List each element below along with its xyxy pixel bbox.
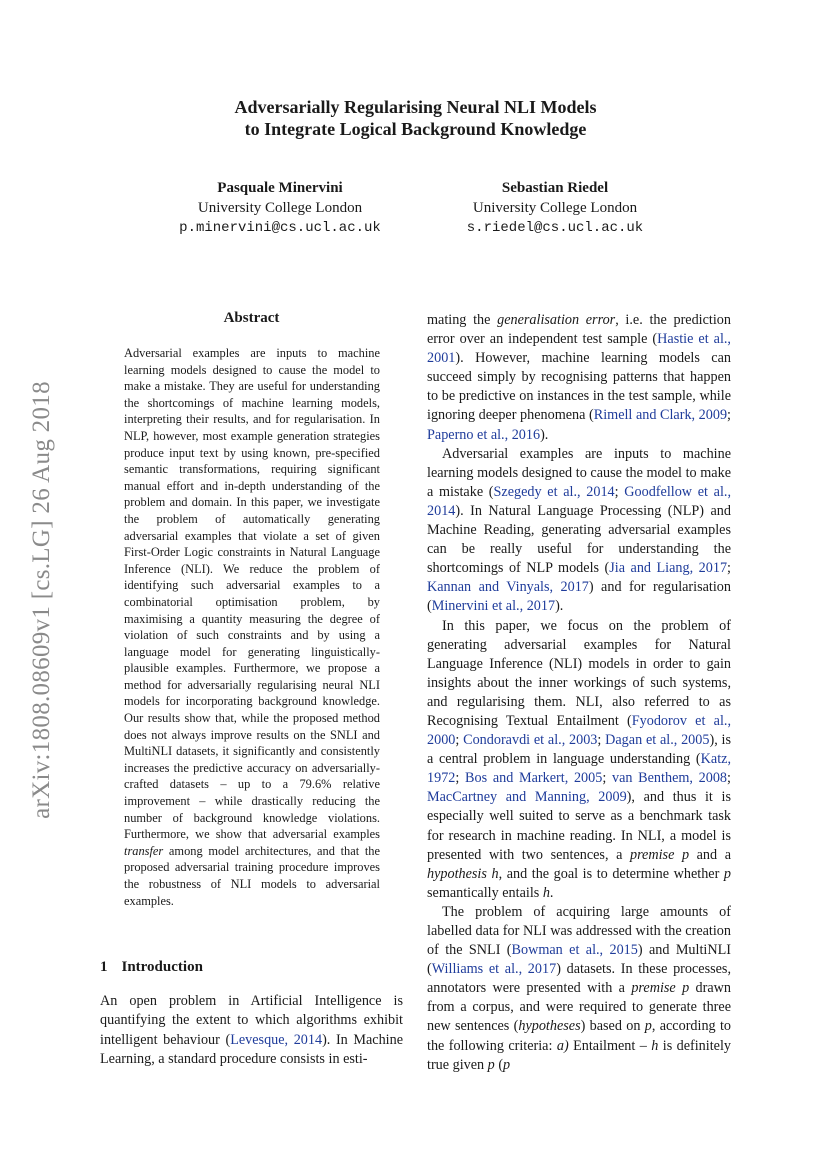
text: ; (614, 483, 625, 500)
arxiv-identifier (22, 340, 62, 860)
text: drawn from a corpus, and were required to generate three new sentences ( (427, 980, 731, 1035)
text: ; (602, 770, 612, 787)
text: ; (727, 560, 731, 577)
emphasis: hypotheses (518, 1018, 581, 1035)
intro-paragraph-4 (427, 903, 731, 1075)
intro-paragraph-3 (427, 617, 731, 903)
citation-link[interactable]: Szegedy et al., 2014 (493, 483, 615, 500)
citation-link[interactable]: Minervini et al., 2017 (431, 598, 556, 615)
arxiv-id-text: arXiv:1808.08609v1 [cs.LG] 26 Aug 2018 (28, 381, 55, 819)
intro-paragraph-1 (427, 311, 731, 445)
author-affiliation: University College London (197, 200, 363, 216)
text: Adversarial examples are inputs to machine learning models designed to cause the model to make a mistake ( (427, 445, 731, 500)
text: ), and thus it is especially well suited to serve as a benchmark task for research in machine reading. In NLI, a model is presented with two sentences, a (427, 789, 731, 863)
emphasis: hypothesis h (427, 865, 499, 882)
title-line-2: to Integrate Logical Background Knowledge (244, 119, 587, 139)
text: . (549, 884, 554, 901)
text: ). In Machine Learning, a standard procedure consists in esti- (100, 1031, 403, 1067)
text: ; (597, 732, 606, 749)
section-title: Introduction (121, 959, 203, 975)
right-column (427, 311, 731, 1075)
text: In this paper, we focus on the problem of generating adversarial examples for Natural Language Inference (NLI) models in order to gain insights about the inner workings of such systems, and regularising them. NLI, also referred to as Recognising Textual Entailment ( (427, 617, 731, 729)
emphasis: premise p (631, 980, 690, 997)
citation-link[interactable]: Kannan and Vinyals, 2017 (427, 579, 589, 596)
text: , i.e. the prediction error over an independent test sample ( (427, 312, 731, 348)
text: ) and for regularisation ( (427, 579, 731, 615)
citation-link[interactable]: Jia and Liang, 2017 (609, 560, 728, 577)
intro-paragraph-2 (427, 445, 731, 617)
text: mating the (427, 312, 498, 328)
author-block-2 (425, 178, 685, 238)
text: ) and MultiNLI ( (427, 942, 731, 978)
abstract-body (124, 345, 380, 909)
author-block-1 (150, 178, 410, 238)
citation-link[interactable]: van Benthem, 2008 (611, 770, 728, 787)
text: , according to the following criteria: (427, 1018, 731, 1054)
text: The problem of acquiring large amounts of labelled data for NLI was addressed with the creation of the SNLI ( (427, 903, 731, 959)
text: , and the goal is to determine whether (498, 865, 724, 882)
title-line-1: Adversarially Regularising Neural NLI Models (234, 97, 597, 117)
text: ). In Natural Language Processing (NLP) and Machine Reading, generating adversarial examples can be really useful for understanding the shortcomings of NLP models ( (427, 502, 731, 577)
text: ) datasets. In these processes, annotators were presented with a (427, 961, 731, 997)
paper-title (100, 96, 731, 140)
author-affiliation: University College London (472, 200, 638, 216)
citation-link[interactable]: Bos and Markert, 2005 (465, 770, 603, 787)
text: and a (689, 846, 731, 863)
text: An open problem in Artificial Intelligence is quantifying the extent to which algorithms exhibit intelligent behaviour ( (100, 993, 403, 1048)
author-name: Sebastian Riedel (501, 180, 609, 196)
section-heading-introduction (100, 959, 203, 976)
intro-paragraph-left (100, 992, 403, 1069)
emphasis: h (542, 884, 550, 901)
author-name: Pasquale Minervini (217, 180, 343, 196)
author-email: s.riedel@cs.ucl.ac.uk (466, 220, 644, 236)
text: ). (555, 598, 564, 615)
section-number: 1 (100, 959, 108, 975)
abstract-emphasis: transfer (124, 843, 164, 858)
abstract-text-end: among model architectures, and that the proposed adversarial training procedure improves the robustness of NLI models to adversarial examples. (124, 843, 380, 908)
citation-link[interactable]: Fyodorov et al., 2000 (427, 712, 731, 749)
citation-link[interactable]: Katz, 1972 (427, 751, 731, 787)
citation-link[interactable]: Levesque, 2014 (230, 1031, 323, 1048)
citation-link[interactable]: Williams et al., 2017 (431, 961, 557, 978)
emphasis: p (723, 865, 731, 882)
emphasis: h (651, 1037, 659, 1054)
text: ). (540, 426, 549, 443)
text: Entailment – (568, 1037, 652, 1054)
text: ; (455, 770, 466, 787)
emphasis: a) (556, 1037, 569, 1054)
citation-link[interactable]: Condoravdi et al., 2003 (463, 732, 598, 749)
text: ). However, machine learning models can succeed simply by recognising patterns that happen to be predictive on instances in the test sample, while ignoring deeper phenomena ( (427, 350, 731, 424)
text: semantically entails (427, 884, 543, 901)
text: ; (727, 407, 731, 424)
text: ; (727, 770, 731, 787)
citation-link[interactable]: Paperno et al., 2016 (427, 426, 541, 443)
text: ; (455, 732, 464, 749)
citation-link[interactable]: Goodfellow et al., 2014 (427, 483, 732, 519)
abstract-heading: Abstract (223, 310, 280, 326)
text: ) based on (580, 1018, 645, 1035)
citation-link[interactable]: Rimell and Clark, 2009 (593, 407, 728, 424)
emphasis: p (487, 1056, 495, 1073)
text: is definitely true given (427, 1037, 731, 1073)
author-email: p.minervini@cs.ucl.ac.uk (179, 220, 381, 236)
emphasis: p (503, 1056, 511, 1073)
citation-link[interactable]: MacCartney and Manning, 2009 (427, 789, 627, 806)
citation-link[interactable]: Dagan et al., 2005 (605, 732, 710, 749)
citation-link[interactable]: Hastie et al., 2001 (427, 331, 731, 367)
emphasis: p (644, 1018, 652, 1035)
text: ), is a central problem in language understanding ( (427, 732, 731, 768)
abstract-text: Adversarial examples are inputs to machine learning models designed to cause the model to make a mistake. They are useful for understanding the shortcomings of machine learning models, interpreting their results, and for regularisation. In NLP, however, most example generation strategies produce input text by using known, pre-specified semantic transformations, requiring significant manual effort and in-depth understanding of the problem and domain. In this paper, we investigate the problem of automatically generating adversarial examples that violate a set of given First-Order Logic constraints in Natural Language Inference (NLI). We reduce the problem of identifying such adversarial examples to a combinatorial optimisation problem, by maximising a quantity measuring the degree of violation of such constraints and by using a language model for generating linguistically-plausible examples. Furthermore, we propose a method for adversarially regularising neural NLI models for incorporating background knowledge. Our results show that, while the proposed method does not always improve results on the SNLI and MultiNLI datasets, it significantly and consistently increases the predictive accuracy on adversarially-crafted datasets – up to a 79.6% relative improvement – while drastically reducing the number of background knowledge violations. Furthermore, we show that adversarial examples (124, 346, 380, 842)
text: ( (494, 1056, 504, 1073)
emphasis: premise p (629, 846, 690, 863)
emphasis: generalisation error (497, 312, 616, 328)
citation-link[interactable]: Bowman et al., 2015 (511, 942, 638, 959)
